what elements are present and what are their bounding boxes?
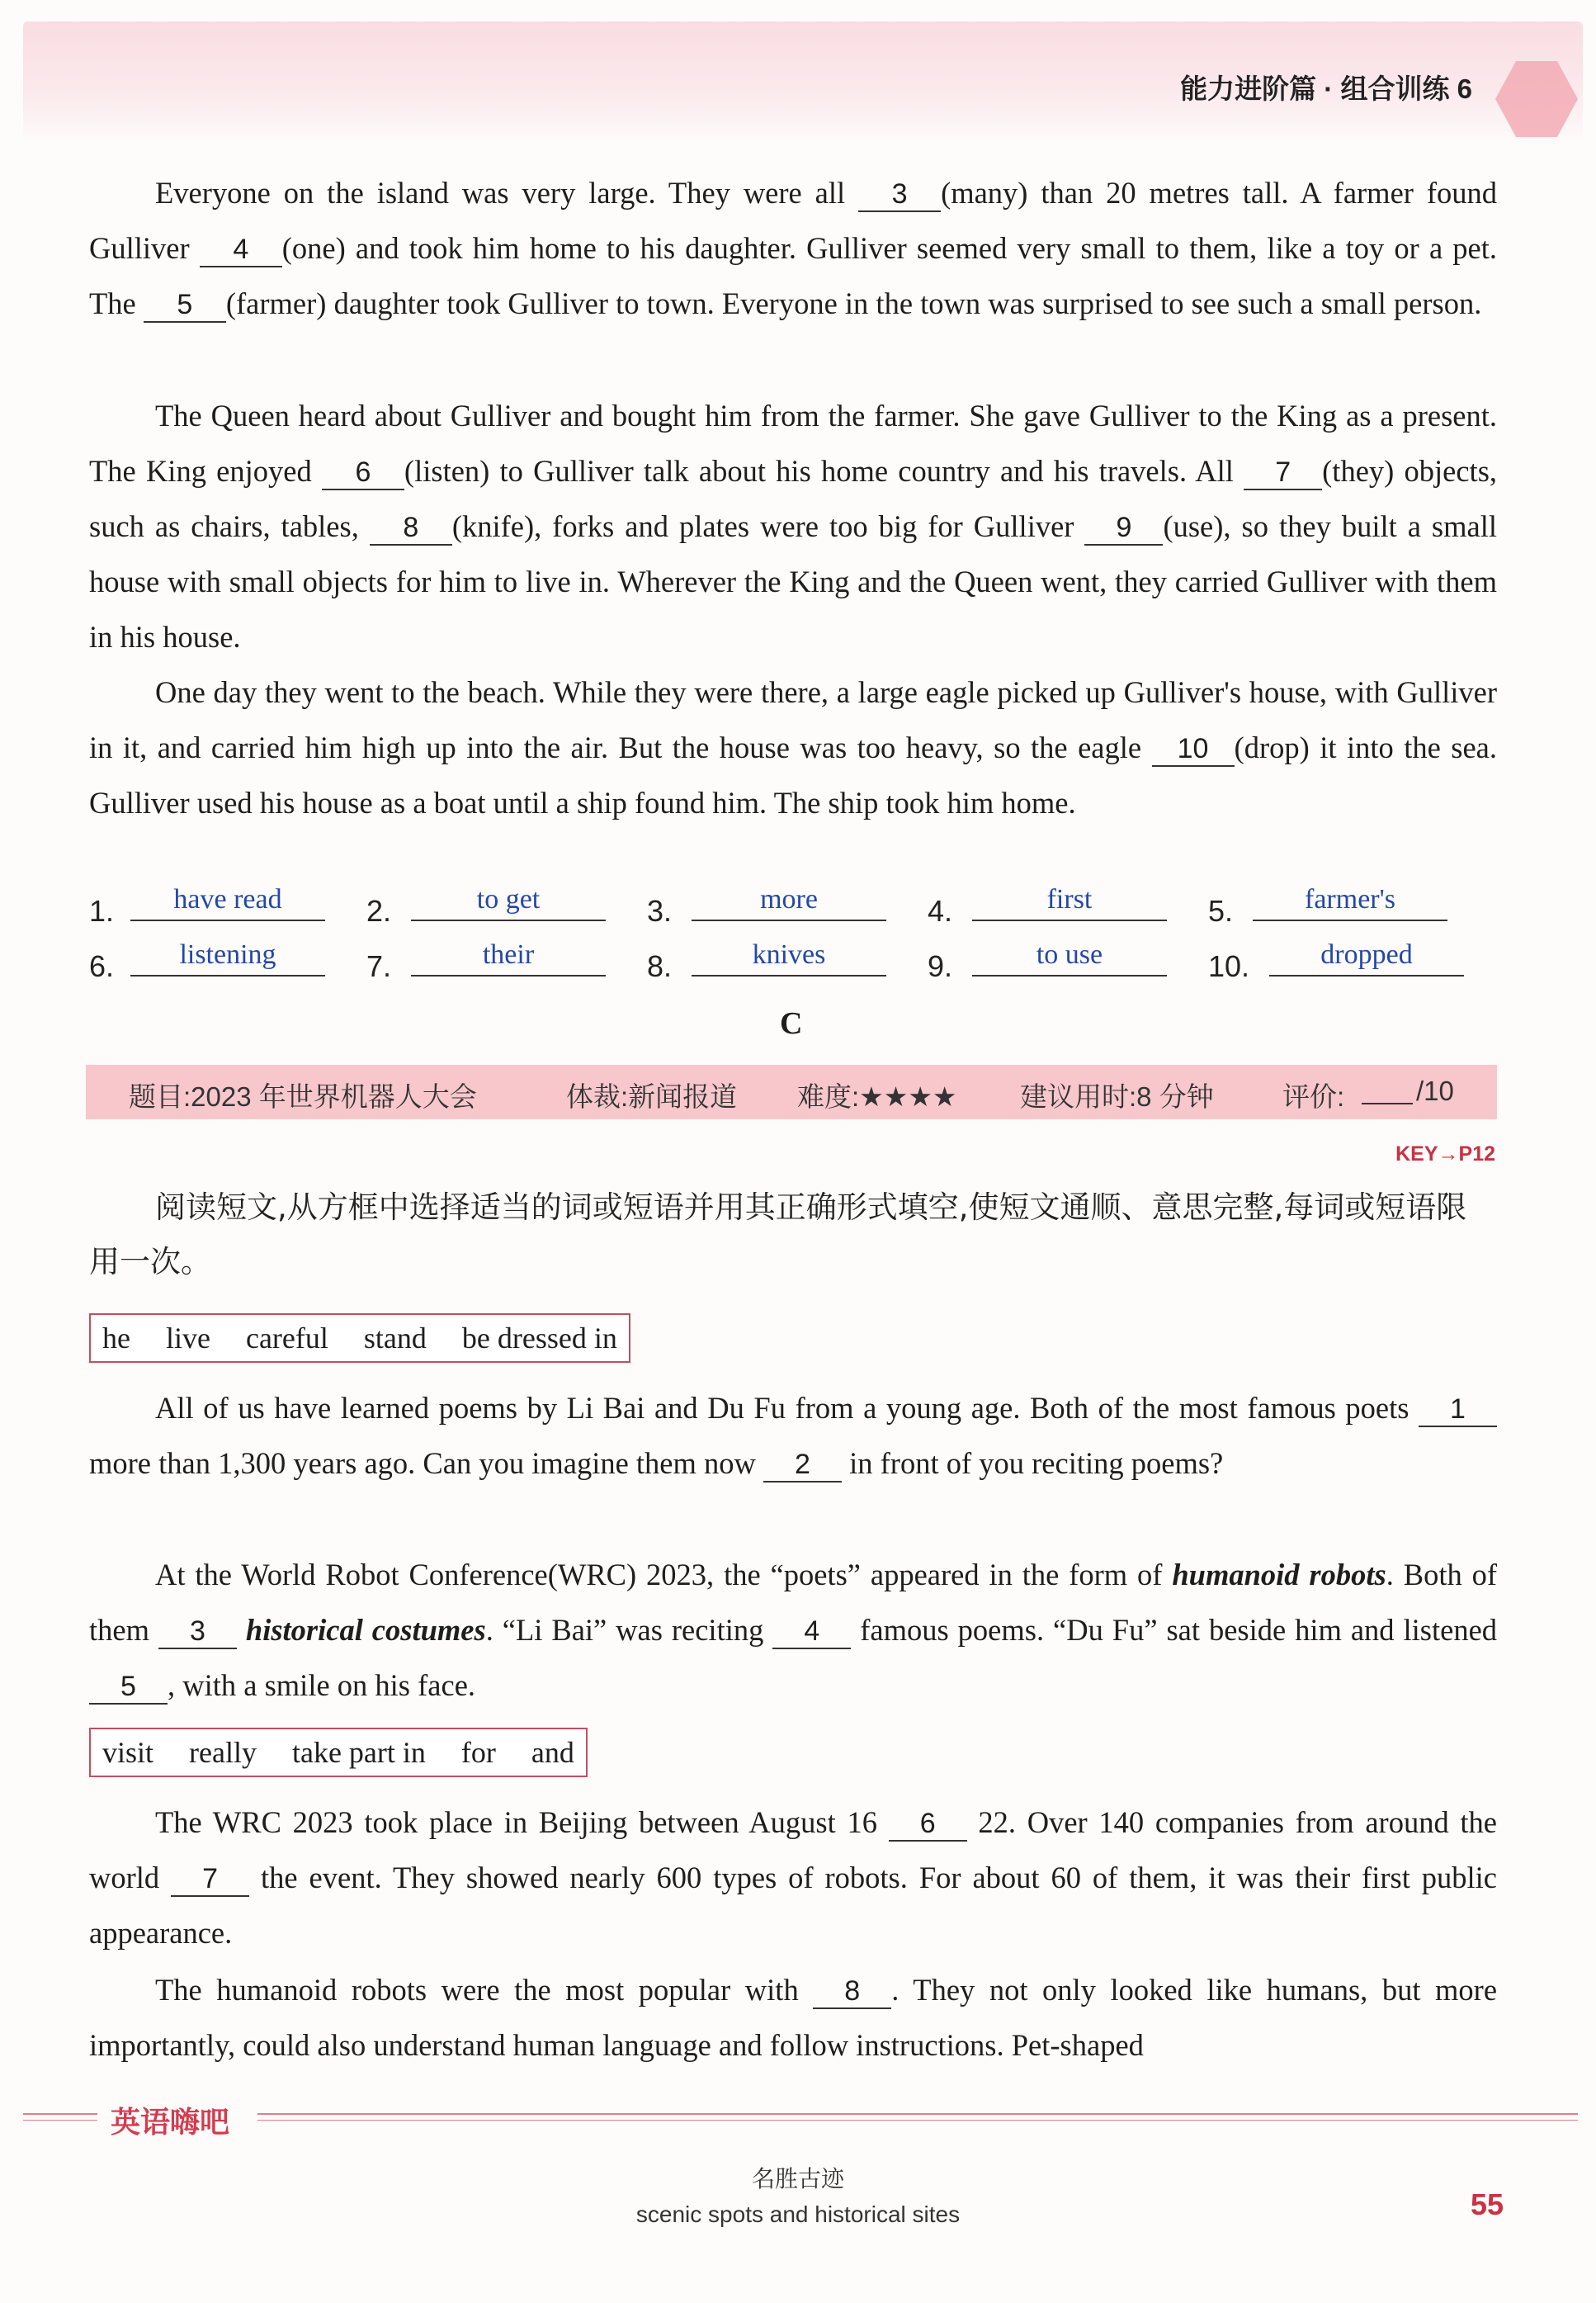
section-title: 能力进阶篇 · 组合训练 6 — [1180, 73, 1472, 104]
answer-number: 6. — [89, 949, 115, 983]
footer-chinese-phrase: 名胜古迹 — [751, 2167, 844, 2192]
passage-c-paragraph-1: All of us have learned poems by Li Bai and Du Fu from a young age. Both of the most famous poets 1 more than 1,300 years ago. Can you imagine them now 2 in front of you reciting poems? — [89, 1380, 1497, 1491]
passage-b-paragraph-2: The Queen heard about Gulliver and bought him from the farmer. She gave Gulliver to the King as a present. The King enjoyed 6 (listen) to Gulliver talk about his home country and his travels. All 7 (they) objects, such as chairs, tables, 8 (knife), forks and plates were too big for Gulliver 9 (use), so they built a small house with small objects for him to live in. Wherever the King and the Queen went, they carried Gulliver with them in his house. — [89, 399, 1498, 654]
passage-c-paragraph-4: The humanoid robots were the most popular with 8 . They not only looked like humans, but more importantly, could also understand human language and follow instructions. Pet-shaped — [89, 1973, 1498, 2062]
footer-tag: 英语嗨吧 — [111, 2105, 230, 2139]
answer-field[interactable]: to get — [411, 883, 606, 921]
rating-blank[interactable] — [1362, 1103, 1413, 1104]
word-option: for — [460, 1736, 496, 1769]
answer-number: 7. — [366, 949, 392, 983]
key-reference: KEY→P12 — [1395, 1142, 1495, 1166]
word-option: live — [165, 1322, 210, 1355]
blank-5: 5 — [89, 1670, 168, 1705]
word-option: careful — [245, 1322, 328, 1355]
answer-field[interactable]: their — [411, 939, 606, 977]
info-rating-total: /10 — [1416, 1076, 1454, 1106]
answer-number: 5. — [1208, 894, 1234, 928]
info-genre: 体裁:新闻报道 — [566, 1081, 738, 1112]
answer-number: 10. — [1208, 949, 1250, 983]
word-option: really — [189, 1736, 257, 1769]
word-option: and — [531, 1736, 574, 1769]
page-number: 55 — [1470, 2187, 1504, 2221]
answer-field[interactable]: farmer's — [1253, 883, 1447, 921]
word-option: he — [102, 1322, 130, 1355]
answer-number: 4. — [928, 894, 953, 928]
word-option: take part in — [291, 1736, 426, 1769]
info-rating-label: 评价: — [1282, 1081, 1345, 1112]
blank-6: 6 — [322, 456, 404, 490]
answer-field[interactable]: knives — [692, 939, 886, 977]
info-topic: 题目:2023 年世界机器人大会 — [129, 1081, 477, 1112]
blank-3: 3 — [858, 177, 941, 212]
answer-field[interactable]: to use — [972, 939, 1167, 977]
word-option: stand — [363, 1322, 427, 1355]
blank-2: 2 — [763, 1448, 842, 1483]
blank-3: 3 — [158, 1615, 237, 1649]
blank-4: 4 — [772, 1615, 851, 1649]
word-option: visit — [102, 1736, 154, 1769]
blank-7: 7 — [171, 1862, 249, 1897]
answer-number: 9. — [928, 949, 953, 983]
word-option: be dressed in — [461, 1322, 617, 1355]
answer-number: 1. — [89, 894, 115, 928]
info-difficulty: 难度:★★★★ — [797, 1081, 957, 1112]
footer-english-phrase: scenic spots and historical sites — [635, 2201, 961, 2227]
footer-divider-left-thin — [23, 2120, 97, 2121]
blank-9: 9 — [1084, 511, 1163, 546]
blank-5: 5 — [144, 288, 226, 323]
info-time: 建议用时:8 分钟 — [1020, 1081, 1214, 1112]
word-box-1 — [89, 1313, 630, 1363]
footer-divider-right — [257, 2113, 1578, 2115]
word-box-2 — [89, 1728, 588, 1777]
passage-b-paragraph-3: One day they went to the beach. While they were there, a large eagle picked up Gulliver's house, with Gulliver in it, and carried him high up into the air. But the house was too heavy, so the eagle 10 (drop) it into the sea. Gulliver used his house as a boat until a ship found him. The ship took him home. — [89, 675, 1497, 820]
passage-c-paragraph-2: At the World Robot Conference(WRC) 2023, the “poets” appeared in the form of humanoid robots. Both of them 3 historical costumes. “Li Bai” was reciting 4 famous poems. “Du Fu” sat beside him and listened 5 , with a smile on his face. — [89, 1547, 1497, 1713]
blank-10: 10 — [1152, 732, 1235, 767]
footer-divider-right-thin — [257, 2120, 1578, 2121]
answer-number: 3. — [647, 894, 673, 928]
passage-b-paragraph-1: Everyone on the island was very large. They were all 3 (many) than 20 metres tall. A farmer found Gulliver 4 (one) and took him home to his daughter. Gulliver seemed very small to them, like a toy or a pet. The 5 (farmer) daughter took Gulliver to town. Everyone in the town was surprised to see such a small person. — [89, 165, 1497, 331]
blank-6: 6 — [889, 1807, 967, 1842]
answer-field[interactable]: have read — [130, 883, 325, 921]
answer-number: 2. — [366, 894, 392, 928]
blank-7: 7 — [1244, 456, 1322, 490]
answer-field[interactable]: more — [692, 883, 886, 921]
section-c-heading: C — [780, 1006, 803, 1041]
instruction-text: 阅读短文,从方框中选择适当的词或短语并用其正确形式填空,使短文通顺、意思完整,每词或短语限用一次。 — [89, 1189, 1467, 1279]
blank-8: 8 — [370, 511, 452, 546]
answer-number: 8. — [647, 949, 673, 983]
footer-divider-left — [23, 2113, 97, 2115]
answer-field[interactable]: first — [972, 883, 1167, 921]
blank-1: 1 — [1419, 1393, 1497, 1427]
blank-8: 8 — [813, 1974, 891, 2009]
answer-field[interactable]: listening — [130, 939, 325, 977]
passage-c-paragraph-3: The WRC 2023 took place in Beijing between August 16 6 22. Over 140 companies from around the world 7 the event. They showed nearly 600 types of robots. For about 60 of them, it was their first public appearance. — [89, 1805, 1498, 1950]
blank-4: 4 — [200, 233, 282, 267]
answer-field[interactable]: dropped — [1269, 939, 1464, 977]
